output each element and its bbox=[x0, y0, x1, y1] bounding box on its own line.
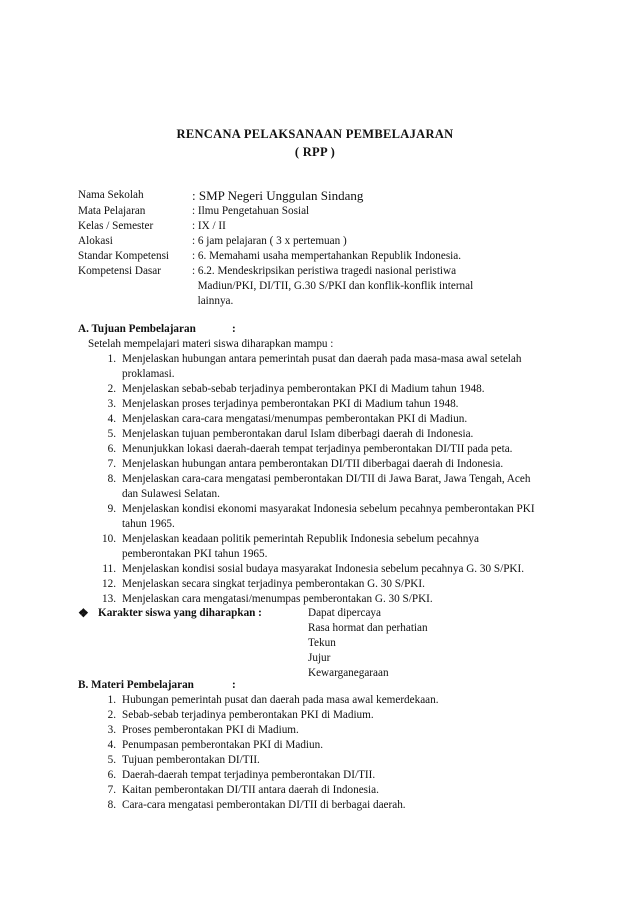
materi-heading bbox=[78, 678, 568, 693]
materi-item-text bbox=[122, 738, 568, 753]
tujuan-item-number: 4. bbox=[107, 413, 116, 425]
tujuan-item-line: proklamasi. bbox=[122, 368, 175, 380]
tujuan-item-number: 12. bbox=[102, 578, 116, 590]
tujuan-item-text bbox=[122, 532, 568, 562]
tujuan-item-number: 9. bbox=[107, 503, 116, 515]
tujuan-section bbox=[78, 322, 568, 607]
tujuan-item bbox=[78, 427, 568, 442]
tujuan-item-number: 5. bbox=[107, 428, 116, 440]
document-subtitle: ( RPP ) bbox=[294, 145, 336, 159]
tujuan-item bbox=[78, 532, 568, 562]
tujuan-item-line: tahun 1965. bbox=[122, 518, 175, 530]
materi-item-text bbox=[122, 768, 568, 783]
identity-label: Nama Sekolah bbox=[78, 189, 144, 201]
identity-row bbox=[78, 187, 522, 204]
materi-item bbox=[78, 783, 568, 798]
materi-list bbox=[78, 693, 568, 813]
identity-row bbox=[78, 264, 522, 279]
tujuan-item bbox=[78, 382, 568, 397]
materi-item-number: 6. bbox=[107, 769, 116, 781]
tujuan-item-number: 2. bbox=[107, 383, 116, 395]
document-title: RENCANA PELAKSANAAN PEMBELAJARAN bbox=[176, 127, 454, 141]
materi-item bbox=[78, 768, 568, 783]
diamond-bullet-icon: ❖ bbox=[78, 606, 89, 620]
tujuan-item-line: Menjelaskan proses terjadinya pemberontakan PKI di Madium tahun 1948. bbox=[122, 398, 459, 410]
materi-item-number: 4. bbox=[107, 739, 116, 751]
identity-value: : 6 jam pelajaran ( 3 x pertemuan ) bbox=[192, 235, 347, 247]
tujuan-item-line: Menjelaskan kondisi sosial budaya masyarakat Indonesia sebelum pecahnya G. 30 S/PKI. bbox=[122, 563, 525, 575]
karakter-label: Karakter siswa yang diharapkan : bbox=[98, 607, 262, 619]
tujuan-item-number: 6. bbox=[107, 443, 116, 455]
tujuan-item-text bbox=[122, 352, 568, 382]
tujuan-item bbox=[78, 442, 568, 457]
karakter-block bbox=[78, 606, 308, 621]
identity-row bbox=[78, 249, 522, 264]
materi-item bbox=[78, 708, 568, 723]
trait-item: Rasa hormat dan perhatian bbox=[308, 622, 428, 634]
tujuan-item-line: Menjelaskan hubungan antara pemerintah pusat dan daerah pada masa-masa awal setelah bbox=[122, 353, 522, 365]
tujuan-item-number: 3. bbox=[107, 398, 116, 410]
tujuan-item bbox=[78, 457, 568, 472]
tujuan-heading-colon: : bbox=[232, 323, 236, 335]
tujuan-item-number: 11. bbox=[102, 563, 116, 575]
tujuan-item-line: Menjelaskan kondisi ekonomi masyarakat Indonesia sebelum pecahnya pemberontakan PKI bbox=[122, 503, 535, 515]
materi-item-number: 7. bbox=[107, 784, 116, 796]
tujuan-item-line: pemberontakan PKI tahun 1965. bbox=[122, 548, 268, 560]
materi-section bbox=[78, 678, 568, 813]
tujuan-item-line: Menjelaskan tujuan pemberontakan darul Islam diberbagi daerah di Indonesia. bbox=[122, 428, 474, 440]
tujuan-item-number: 10. bbox=[102, 533, 116, 545]
tujuan-intro: Setelah mempelajari materi siswa diharapkan mampu : bbox=[88, 338, 334, 350]
karakter-traits bbox=[308, 606, 428, 681]
tujuan-heading bbox=[78, 322, 568, 337]
tujuan-item-line: Menjelaskan cara-cara mengatasi/menumpas pemberontakan PKI di Madiun. bbox=[122, 413, 468, 425]
identity-value: : IX / II bbox=[192, 220, 226, 232]
materi-item-line: Hubungan pemerintah pusat dan daerah pada masa awal kemerdekaan. bbox=[122, 694, 439, 706]
identity-value: : Ilmu Pengetahuan Sosial bbox=[192, 205, 310, 217]
identity-label: Alokasi bbox=[78, 235, 113, 247]
identity-value: : SMP Negeri Unggulan Sindang bbox=[192, 188, 364, 203]
materi-heading-text: B. Materi Pembelajaran bbox=[78, 679, 194, 691]
tujuan-item bbox=[78, 472, 568, 502]
identity-row bbox=[78, 294, 522, 309]
tujuan-item bbox=[78, 562, 568, 577]
tujuan-item-line: Menjelaskan secara singkat terjadinya pemberontakan G. 30 S/PKI. bbox=[122, 578, 425, 590]
identity-value: Madiun/PKI, DI/TII, G.30 S/PKI dan konflik-konflik internal bbox=[192, 280, 474, 292]
tujuan-item-number: 7. bbox=[107, 458, 116, 470]
tujuan-item-line: Menjelaskan keadaan politik pemerintah Republik Indonesia sebelum pecahnya bbox=[122, 533, 479, 545]
trait-item: Jujur bbox=[308, 652, 331, 664]
tujuan-item bbox=[78, 577, 568, 592]
trait-item: Dapat dipercaya bbox=[308, 607, 381, 619]
tujuan-item-text bbox=[122, 577, 568, 592]
tujuan-item-line: Menjelaskan sebab-sebab terjadinya pemberontakan PKI di Madium tahun 1948. bbox=[122, 383, 485, 395]
identity-table bbox=[78, 187, 522, 309]
materi-item bbox=[78, 738, 568, 753]
identity-row bbox=[78, 204, 522, 219]
tujuan-item-line: Menjelaskan cara mengatasi/menumpas pemberontakan G. 30 S/PKI. bbox=[122, 593, 433, 605]
materi-item-text bbox=[122, 723, 568, 738]
materi-heading-colon: : bbox=[232, 679, 236, 691]
tujuan-item-number: 8. bbox=[107, 473, 116, 485]
materi-item-text bbox=[122, 708, 568, 723]
tujuan-item-text bbox=[122, 427, 568, 442]
tujuan-item-text bbox=[122, 412, 568, 427]
materi-item-line: Daerah-daerah tempat terjadinya pemberontakan DI/TII. bbox=[122, 769, 376, 781]
tujuan-item-text bbox=[122, 592, 568, 607]
materi-item-text bbox=[122, 783, 568, 798]
tujuan-item-number: 1. bbox=[107, 353, 116, 365]
tujuan-item bbox=[78, 502, 568, 532]
identity-row bbox=[78, 279, 522, 294]
materi-item bbox=[78, 693, 568, 708]
tujuan-item-text bbox=[122, 457, 568, 472]
materi-item-text bbox=[122, 753, 568, 768]
trait-item: Kewarganegaraan bbox=[308, 667, 389, 679]
materi-item bbox=[78, 753, 568, 768]
materi-item-number: 8. bbox=[107, 799, 116, 811]
identity-label: Kompetensi Dasar bbox=[78, 265, 161, 277]
materi-item-line: Tujuan pemberontakan DI/TII. bbox=[122, 754, 260, 766]
identity-label: Standar Kompetensi bbox=[78, 250, 170, 262]
tujuan-item bbox=[78, 397, 568, 412]
materi-item bbox=[78, 723, 568, 738]
materi-item-line: Sebab-sebab terjadinya pemberontakan PKI di Madium. bbox=[122, 709, 374, 721]
tujuan-item bbox=[78, 412, 568, 427]
tujuan-item-line: dan Sulawesi Selatan. bbox=[122, 488, 220, 500]
tujuan-item-text bbox=[122, 397, 568, 412]
tujuan-item-line: Menjelaskan cara-cara mengatasi pemberontakan DI/TII di Jawa Barat, Jawa Tengah, Aceh bbox=[122, 473, 531, 485]
identity-value: lainnya. bbox=[192, 295, 234, 307]
identity-value: : 6.2. Mendeskripsikan peristiwa tragedi nasional peristiwa bbox=[192, 265, 457, 277]
materi-item bbox=[78, 798, 568, 813]
identity-label bbox=[78, 279, 192, 294]
trait-item: Tekun bbox=[308, 637, 336, 649]
materi-item-line: Kaitan pemberontakan DI/TII antara daerah di Indonesia. bbox=[122, 784, 379, 796]
materi-item-number: 5. bbox=[107, 754, 116, 766]
materi-item-line: Penumpasan pemberontakan PKI di Madiun. bbox=[122, 739, 324, 751]
materi-item-text bbox=[122, 693, 568, 708]
materi-item-line: Proses pemberontakan PKI di Madium. bbox=[122, 724, 299, 736]
identity-label: Kelas / Semester bbox=[78, 220, 154, 232]
materi-item-line: Cara-cara mengatasi pemberontakan DI/TII di berbagai daerah. bbox=[122, 799, 406, 811]
identity-value: : 6. Memahami usaha mempertahankan Republik Indonesia. bbox=[192, 250, 462, 262]
tujuan-item-text bbox=[122, 382, 568, 397]
materi-item-number: 1. bbox=[107, 694, 116, 706]
tujuan-item-text bbox=[122, 472, 568, 502]
tujuan-item-line: Menjelaskan hubungan antara pemberontakan DI/TII diberbagai daerah di Indonesia. bbox=[122, 458, 504, 470]
identity-label: Mata Pelajaran bbox=[78, 205, 146, 217]
identity-label bbox=[78, 294, 192, 309]
identity-row bbox=[78, 234, 522, 249]
tujuan-item-number: 13. bbox=[102, 593, 116, 605]
tujuan-item-text bbox=[122, 442, 568, 457]
tujuan-heading-text: A. Tujuan Pembelajaran bbox=[78, 323, 196, 335]
tujuan-list bbox=[78, 352, 568, 607]
karakter-heading bbox=[78, 606, 308, 621]
tujuan-item bbox=[78, 592, 568, 607]
tujuan-item-text bbox=[122, 562, 568, 577]
materi-item-number: 3. bbox=[107, 724, 116, 736]
tujuan-item bbox=[78, 352, 568, 382]
materi-item-text bbox=[122, 798, 568, 813]
materi-item-number: 2. bbox=[107, 709, 116, 721]
identity-row bbox=[78, 219, 522, 234]
tujuan-item-line: Menunjukkan lokasi daerah-daerah tempat terjadinya pemberontakan DI/TII pada peta. bbox=[122, 443, 513, 455]
tujuan-item-text bbox=[122, 502, 568, 532]
